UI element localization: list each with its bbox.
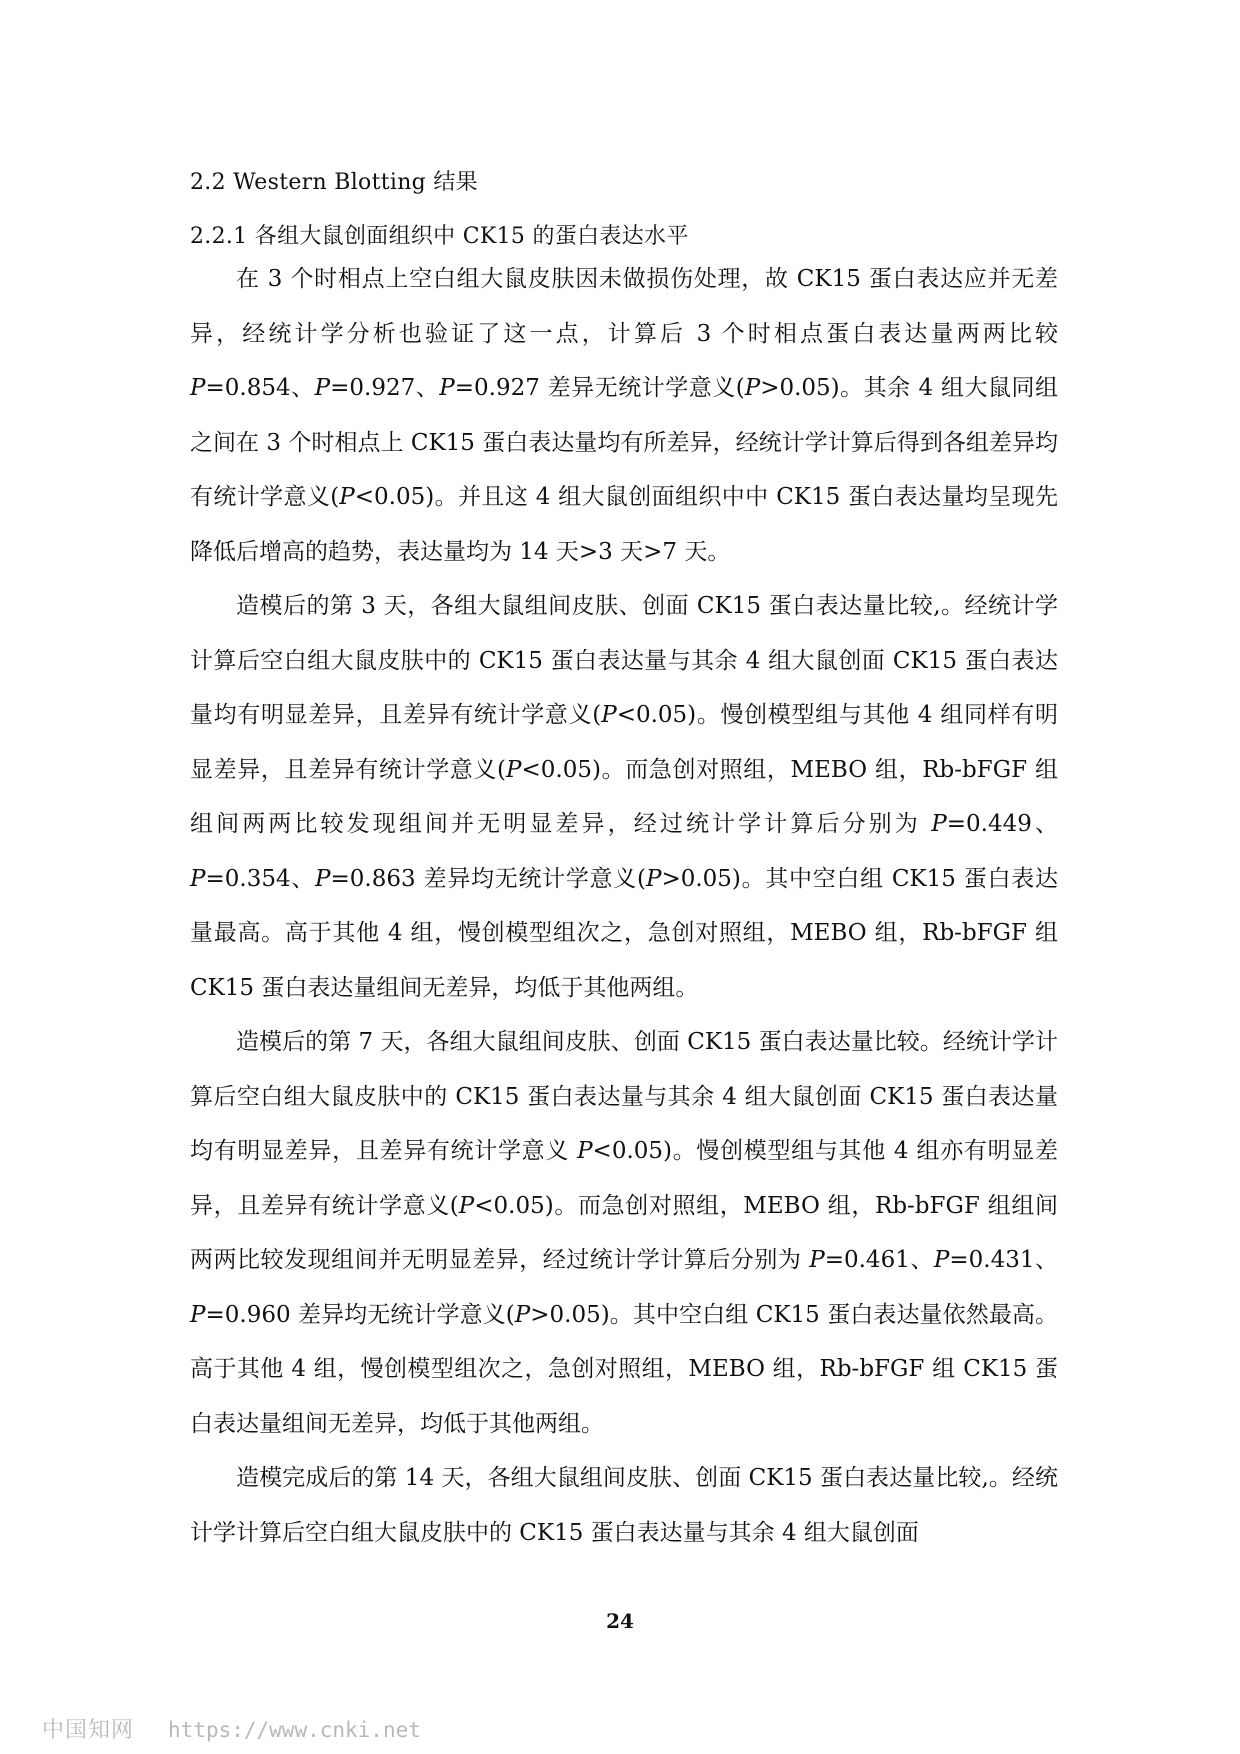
watermark-brand: 中国知网 xyxy=(42,1718,135,1743)
paragraph: 造模后的第 7 天，各组大鼠组间皮肤、创面 CK15 蛋白表达量比较。经统计学计算后空白组大鼠皮肤中的 CK15 蛋白表达量与其余 4 组大鼠创面 CK15 蛋白表达量均有明显差异，且差异有统计学意义 P<0.05)。慢创模型组与其他 4 组亦有明显差异，且差异有统计学意义(P<0.05)。而急创对照组，MEBO 组，Rb-bFGF 组组间两两比较发现组间并无明显差异，经过统计学计算后分别为 P=0.461、P=0.431、P=0.960 差异均无统计学意义(P>0.05)。其中空白组 CK15 蛋白表达量依然最高。高于其他 4 组，慢创模型组次之，急创对照组，MEBO 组，Rb-bFGF 组 CK15 蛋白表达量组间无差异，均低于其他两组。 xyxy=(190,1029,1059,1437)
subsection-heading: 2.2.1 各组大鼠创面组织中 CK15 的蛋白表达水平 xyxy=(190,224,689,249)
body-text xyxy=(190,252,1058,1560)
watermark-url: https://www.cnki.net xyxy=(168,1718,421,1742)
page-number: 24 xyxy=(606,1609,634,1633)
paragraph: 造模后的第 3 天，各组大鼠组间皮肤、创面 CK15 蛋白表达量比较,。经统计学计算后空白组大鼠皮肤中的 CK15 蛋白表达量与其余 4 组大鼠创面 CK15 蛋白表达量均有明显差异，且差异有统计学意义(P<0.05)。慢创模型组与其他 4 组同样有明显差异，且差异有统计学意义(P<0.05)。而急创对照组，MEBO 组，Rb-bFGF 组组间两两比较发现组间并无明显差异，经过统计学计算后分别为 P=0.449、P=0.354、P=0.863 差异均无统计学意义(P>0.05)。其中空白组 CK15 蛋白表达量最高。高于其他 4 组，慢创模型组次之，急创对照组，MEBO 组，Rb-bFGF 组 CK15 蛋白表达量组间无差异，均低于其他两组。 xyxy=(190,593,1059,1001)
watermark xyxy=(42,1713,421,1744)
paragraph: 造模完成后的第 14 天，各组大鼠组间皮肤、创面 CK15 蛋白表达量比较,。经统计学计算后空白组大鼠皮肤中的 CK15 蛋白表达量与其余 4 组大鼠创面 xyxy=(190,1465,1058,1546)
paragraph: 在 3 个时相点上空白组大鼠皮肤因未做损伤处理，故 CK15 蛋白表达应并无差异，经统计学分析也验证了这一点，计算后 3 个时相点蛋白表达量两两比较 P=0.854、P=0.927、P=0.927 差异无统计学意义(P>0.05)。其余 4 组大鼠同组之间在 3 个时相点上 CK15 蛋白表达量均有所差异，经统计学计算后得到各组差异均有统计学意义(P<0.05)。并且这 4 组大鼠创面组织中中 CK15 蛋白表达量均呈现先降低后增高的趋势，表达量均为 14 天>3 天>7 天。 xyxy=(190,266,1058,565)
section-heading: 2.2 Western Blotting 结果 xyxy=(190,170,478,195)
